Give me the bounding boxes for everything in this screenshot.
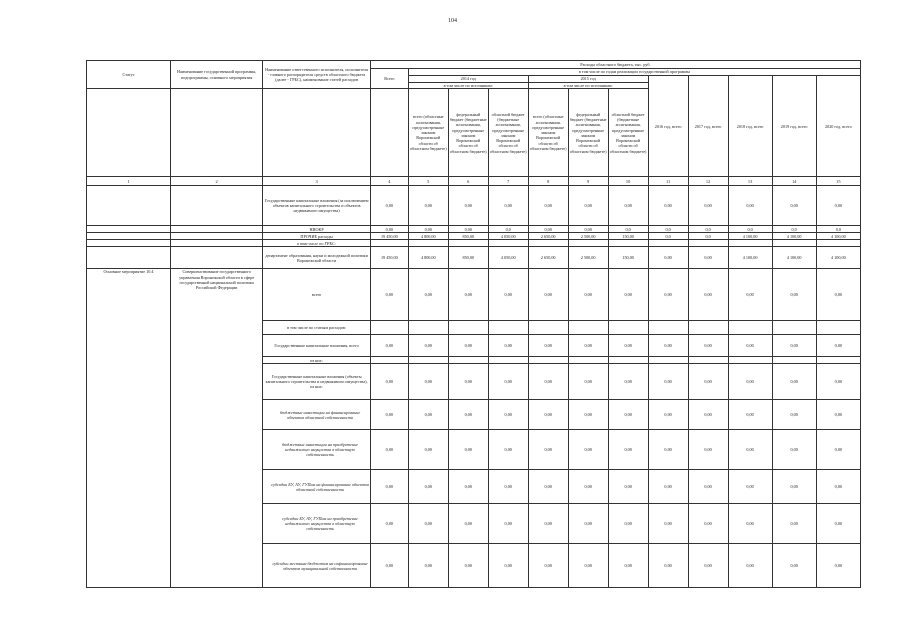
value-cell: 0,00	[568, 400, 608, 430]
value-cell: 0,00	[816, 504, 860, 544]
col-num: 4	[370, 177, 408, 186]
row-label: Государственные капитальные вложения, всего	[263, 335, 371, 357]
value-cell: 0,00	[648, 247, 688, 269]
value-cell: 0,00	[488, 470, 528, 504]
status-cell	[87, 247, 171, 269]
value-cell: 0,00	[728, 269, 772, 321]
row-label: субсидии местным бюджетам на софинансирование объектов муниципальной собственности	[263, 544, 371, 588]
value-cell: 0,00	[408, 226, 448, 233]
year-2014-header: 2014 год	[408, 76, 528, 83]
value-cell: 0,00	[648, 544, 688, 588]
value-cell: 4 100,00	[772, 247, 816, 269]
total-header: Всего	[370, 69, 408, 89]
status-cell	[87, 233, 171, 240]
value-cell: 0,00	[608, 269, 648, 321]
value-cell: 0,00	[772, 470, 816, 504]
row-label: НИОКР	[263, 226, 371, 233]
value-cell	[608, 321, 648, 335]
col-2019-header: 2019 год, всего	[772, 76, 816, 177]
value-cell: 4 800,00	[408, 233, 448, 240]
total-2014-header: всего (областные ассигнования, предусмотренные законом Воронежской области об областном бюджете)	[408, 89, 448, 177]
col-num: 3	[263, 177, 371, 186]
value-cell: 0,00	[648, 364, 688, 400]
col-num: 1	[87, 177, 171, 186]
value-cell: 0,0	[772, 226, 816, 233]
value-cell	[648, 240, 688, 247]
value-cell	[688, 321, 728, 335]
col-num: 6	[448, 177, 488, 186]
value-cell: 0,00	[408, 364, 448, 400]
value-cell: 0,00	[816, 335, 860, 357]
federal-2014-header: федеральный бюджет (бюджетные ассигнования, предусмотренные законом Воронежской области об областном бюджете)	[448, 89, 488, 177]
program-name-header: Наименование государственной программы, подпрограммы, основного мероприятия	[171, 61, 263, 89]
value-cell: 0,00	[728, 364, 772, 400]
value-cell: 0,00	[448, 226, 488, 233]
value-cell: 0,00	[688, 544, 728, 588]
row-label: в том числе по ГРБС:	[263, 240, 371, 247]
col-num: 9	[568, 177, 608, 186]
value-cell: 0,00	[568, 269, 608, 321]
value-cell: 0,00	[816, 544, 860, 588]
value-cell: 0,00	[608, 504, 648, 544]
col-num: 10	[608, 177, 648, 186]
value-cell: 0,0	[648, 226, 688, 233]
sources-2014-header: в том числе по источникам:	[408, 83, 528, 89]
value-cell: 0,00	[528, 269, 568, 321]
value-cell: 0,00	[648, 186, 688, 226]
value-cell: 0,00	[816, 400, 860, 430]
value-cell: 850,00	[448, 247, 488, 269]
value-cell	[408, 357, 448, 364]
value-cell: 0,00	[528, 504, 568, 544]
col-2018-header: 2018 год, всего	[728, 76, 772, 177]
value-cell: 0,00	[648, 400, 688, 430]
value-cell: 0,0	[688, 226, 728, 233]
value-cell: 0,00	[772, 400, 816, 430]
program-cell	[171, 240, 263, 247]
table-row	[87, 186, 861, 226]
value-cell: 2 650,00	[528, 233, 568, 240]
value-cell: 4 050,00	[488, 233, 528, 240]
value-cell: 0,00	[488, 400, 528, 430]
value-cell	[728, 357, 772, 364]
value-cell: 0,00	[772, 430, 816, 470]
activity-name: Совершенствование государственного управления Воронежской области в сфере государственной национальной политики Российской Федерации	[171, 269, 263, 588]
value-cell: 150,00	[608, 233, 648, 240]
program-cell	[171, 233, 263, 240]
col-num: 12	[688, 177, 728, 186]
value-cell	[448, 321, 488, 335]
value-cell: 0,00	[608, 544, 648, 588]
value-cell: 0,00	[568, 364, 608, 400]
col-2016-header: 2016 год, всего	[648, 76, 688, 177]
value-cell: 4 100,00	[772, 233, 816, 240]
col-num: 14	[772, 177, 816, 186]
value-cell: 0,00	[568, 335, 608, 357]
value-cell: 0,00	[448, 544, 488, 588]
value-cell: 0,00	[688, 269, 728, 321]
federal-2015-header: федеральный бюджет (бюджетные ассигнования, предусмотренные законом Воронежской области об областном бюджете)	[568, 89, 608, 177]
value-cell: 0,00	[772, 269, 816, 321]
sources-2015-header: в том числе по источникам:	[528, 83, 648, 89]
row-label: Государственные капитальные вложения (за исключением объектов капитального строительства и объектов недвижимого имущества)	[263, 186, 371, 226]
value-cell	[816, 321, 860, 335]
value-cell: 0,00	[448, 470, 488, 504]
col-num: 11	[648, 177, 688, 186]
value-cell: 0,00	[370, 269, 408, 321]
value-cell: 0,0	[728, 226, 772, 233]
value-cell: 0,00	[688, 504, 728, 544]
row-label: всего	[263, 269, 371, 321]
value-cell: 0,00	[608, 400, 648, 430]
value-cell: 0,00	[728, 544, 772, 588]
value-cell: 4 100,00	[816, 233, 860, 240]
value-cell: 0,00	[528, 226, 568, 233]
executor-header-cont	[263, 89, 371, 177]
year-2015-header: 2015 год	[528, 76, 648, 83]
value-cell: 0,00	[408, 186, 448, 226]
value-cell: 0,0	[608, 226, 648, 233]
value-cell	[408, 321, 448, 335]
col-num: 5	[408, 177, 448, 186]
value-cell: 0,00	[370, 364, 408, 400]
row-label: департамент образования, науки и молодежной политики Воронежской области	[263, 247, 371, 269]
value-cell	[488, 240, 528, 247]
row-label: в том числе по статьям расходов:	[263, 321, 371, 335]
value-cell: 0,00	[488, 364, 528, 400]
value-cell: 0,00	[568, 544, 608, 588]
table-row	[87, 247, 861, 269]
value-cell: 0,00	[370, 335, 408, 357]
value-cell	[528, 321, 568, 335]
value-cell: 0,00	[772, 186, 816, 226]
value-cell: 0,00	[370, 186, 408, 226]
status-cell	[87, 240, 171, 247]
value-cell: 0,00	[488, 504, 528, 544]
row-label: субсидии БУ, АУ, ГУПам на приобретение недвижимого имущества в областную собственность	[263, 504, 371, 544]
value-cell: 0,00	[448, 400, 488, 430]
value-cell: 2 650,00	[528, 247, 568, 269]
value-cell: 0,00	[568, 504, 608, 544]
value-cell: 0,00	[448, 269, 488, 321]
col-2020-header: 2020 год, всего	[816, 76, 860, 177]
value-cell: 0,0	[488, 226, 528, 233]
value-cell	[688, 357, 728, 364]
value-cell: 0,00	[448, 504, 488, 544]
value-cell: 0,00	[772, 335, 816, 357]
row-label: Государственные капитальные вложения (объекты капитального строительства и недвижимого имущества), из них:	[263, 364, 371, 400]
value-cell: 0,00	[568, 226, 608, 233]
value-cell: 850,00	[448, 233, 488, 240]
status-header-cont	[87, 89, 171, 177]
value-cell: 0,00	[728, 400, 772, 430]
value-cell	[370, 321, 408, 335]
value-cell: 0,00	[528, 430, 568, 470]
value-cell: 0,00	[488, 430, 528, 470]
table-row	[87, 269, 861, 321]
value-cell	[568, 240, 608, 247]
value-cell: 0,00	[370, 504, 408, 544]
value-cell: 2 500,00	[568, 247, 608, 269]
value-cell: 0,00	[648, 470, 688, 504]
value-cell: 0,00	[608, 470, 648, 504]
value-cell: 0,00	[370, 430, 408, 470]
value-cell: 0,00	[408, 269, 448, 321]
value-cell: 0,00	[448, 430, 488, 470]
value-cell: 0,00	[448, 186, 488, 226]
value-cell	[608, 240, 648, 247]
program-cell	[171, 186, 263, 226]
value-cell: 0,00	[608, 335, 648, 357]
value-cell	[528, 357, 568, 364]
page-number: 104	[448, 18, 457, 24]
program-header-cont	[171, 89, 263, 177]
value-cell: 0,00	[408, 335, 448, 357]
value-cell	[608, 357, 648, 364]
value-cell: 0,00	[772, 544, 816, 588]
total-2015-header: всего (областные ассигнования, предусмотренные законом Воронежской области об областном бюджете)	[528, 89, 568, 177]
row-label: субсидии БУ, АУ, ГУПам на финансирование объектов областной собственности	[263, 470, 371, 504]
value-cell: 0,00	[528, 544, 568, 588]
status-cell	[87, 226, 171, 233]
value-cell: 0,00	[528, 186, 568, 226]
value-cell	[448, 357, 488, 364]
value-cell: 19 450,00	[370, 247, 408, 269]
program-cell	[171, 247, 263, 269]
value-cell	[568, 321, 608, 335]
value-cell: 0,00	[816, 186, 860, 226]
budget-table	[86, 60, 861, 588]
value-cell	[772, 321, 816, 335]
row-label: бюджетные инвестиции на приобретение недвижимого имущества в областную собственность	[263, 430, 371, 470]
value-cell	[816, 240, 860, 247]
value-cell: 0,00	[688, 247, 728, 269]
value-cell	[488, 321, 528, 335]
value-cell: 0,00	[528, 470, 568, 504]
value-cell: 0,00	[408, 544, 448, 588]
value-cell: 4 050,00	[488, 247, 528, 269]
value-cell	[370, 357, 408, 364]
value-cell: 0,00	[568, 470, 608, 504]
value-cell: 19 450,00	[370, 233, 408, 240]
value-cell: 0,00	[528, 364, 568, 400]
value-cell	[648, 321, 688, 335]
value-cell: 0,00	[648, 504, 688, 544]
value-cell: 0,00	[608, 186, 648, 226]
value-cell: 0,00	[528, 400, 568, 430]
table-row	[87, 240, 861, 247]
value-cell	[688, 240, 728, 247]
value-cell: 150,00	[608, 247, 648, 269]
value-cell: 0,00	[370, 400, 408, 430]
value-cell: 4 800,00	[408, 247, 448, 269]
col-num: 15	[816, 177, 860, 186]
value-cell: 0,00	[370, 544, 408, 588]
value-cell: 4 100,00	[816, 247, 860, 269]
value-cell: 4 100,00	[728, 247, 772, 269]
value-cell: 0,00	[408, 504, 448, 544]
value-cell: 0,00	[688, 470, 728, 504]
value-cell: 0,00	[408, 400, 448, 430]
value-cell: 0,00	[772, 504, 816, 544]
value-cell: 0,00	[608, 364, 648, 400]
value-cell: 0,00	[688, 186, 728, 226]
value-cell: 0,00	[728, 430, 772, 470]
value-cell: 0,0	[816, 226, 860, 233]
value-cell: 0,00	[488, 186, 528, 226]
program-cell	[171, 226, 263, 233]
value-cell	[488, 357, 528, 364]
value-cell: 0,00	[648, 269, 688, 321]
value-cell: 0,00	[816, 364, 860, 400]
value-cell: 0,00	[728, 470, 772, 504]
col-num: 13	[728, 177, 772, 186]
value-cell: 0,00	[816, 430, 860, 470]
value-cell: 4 100,00	[728, 233, 772, 240]
value-cell: 0,00	[728, 186, 772, 226]
value-cell	[816, 357, 860, 364]
by-years-header: в том числе по годам реализации государственной программы	[408, 69, 860, 76]
value-cell: 0,00	[688, 430, 728, 470]
value-cell	[728, 240, 772, 247]
value-cell: 0,00	[370, 470, 408, 504]
table-row	[87, 226, 861, 233]
value-cell: 0,00	[528, 335, 568, 357]
value-cell: 0,00	[816, 269, 860, 321]
value-cell	[648, 357, 688, 364]
value-cell: 0,00	[568, 186, 608, 226]
value-cell: 0,00	[568, 430, 608, 470]
expenses-title: Расходы областного бюджета, тыс. руб.	[370, 61, 860, 69]
total-header-cont	[370, 89, 408, 177]
value-cell: 0,0	[648, 233, 688, 240]
status-cell	[87, 186, 171, 226]
value-cell: 0,00	[688, 364, 728, 400]
regional-2015-header: областной бюджет (бюджетные ассигнования, предусмотренные законом Воронежской области об областном бюджете)	[608, 89, 648, 177]
value-cell: 0,00	[488, 544, 528, 588]
value-cell: 2 500,00	[568, 233, 608, 240]
activity-status: Основное мероприятие 10.4	[87, 269, 171, 588]
executor-header: Наименование ответственного исполнителя, исполнителя - главного распорядителя средств областного бюджета (далее - ГРБС), наименование статей расходов	[263, 61, 371, 89]
row-label: ПРОЧИЕ расходы	[263, 233, 371, 240]
value-cell: 0,00	[688, 335, 728, 357]
value-cell: 0,00	[488, 269, 528, 321]
value-cell	[448, 240, 488, 247]
row-label: бюджетные инвестиции на финансирование объектов областной собственности	[263, 400, 371, 430]
value-cell: 0,0	[688, 233, 728, 240]
value-cell: 0,00	[772, 364, 816, 400]
value-cell	[772, 240, 816, 247]
value-cell: 0,00	[728, 335, 772, 357]
value-cell: 0,00	[816, 470, 860, 504]
value-cell	[528, 240, 568, 247]
value-cell: 0,00	[370, 226, 408, 233]
col-2017-header: 2017 год, всего	[688, 76, 728, 177]
value-cell: 0,00	[608, 430, 648, 470]
table-row	[87, 233, 861, 240]
col-num: 8	[528, 177, 568, 186]
value-cell	[370, 240, 408, 247]
value-cell: 0,00	[448, 364, 488, 400]
value-cell	[568, 357, 608, 364]
col-num: 2	[171, 177, 263, 186]
value-cell: 0,00	[408, 470, 448, 504]
column-numbers-row	[87, 177, 861, 186]
value-cell: 0,00	[448, 335, 488, 357]
regional-2014-header: областной бюджет (бюджетные ассигнования, предусмотренные законом Воронежской области об областном бюджете)	[488, 89, 528, 177]
row-label: из них:	[263, 357, 371, 364]
value-cell: 0,00	[488, 335, 528, 357]
value-cell	[772, 357, 816, 364]
value-cell: 0,00	[688, 400, 728, 430]
value-cell	[728, 321, 772, 335]
col-num: 7	[488, 177, 528, 186]
value-cell: 0,00	[648, 335, 688, 357]
value-cell: 0,00	[408, 430, 448, 470]
status-header: Статус	[87, 61, 171, 89]
value-cell: 0,00	[648, 430, 688, 470]
value-cell: 0,00	[728, 504, 772, 544]
value-cell	[408, 240, 448, 247]
